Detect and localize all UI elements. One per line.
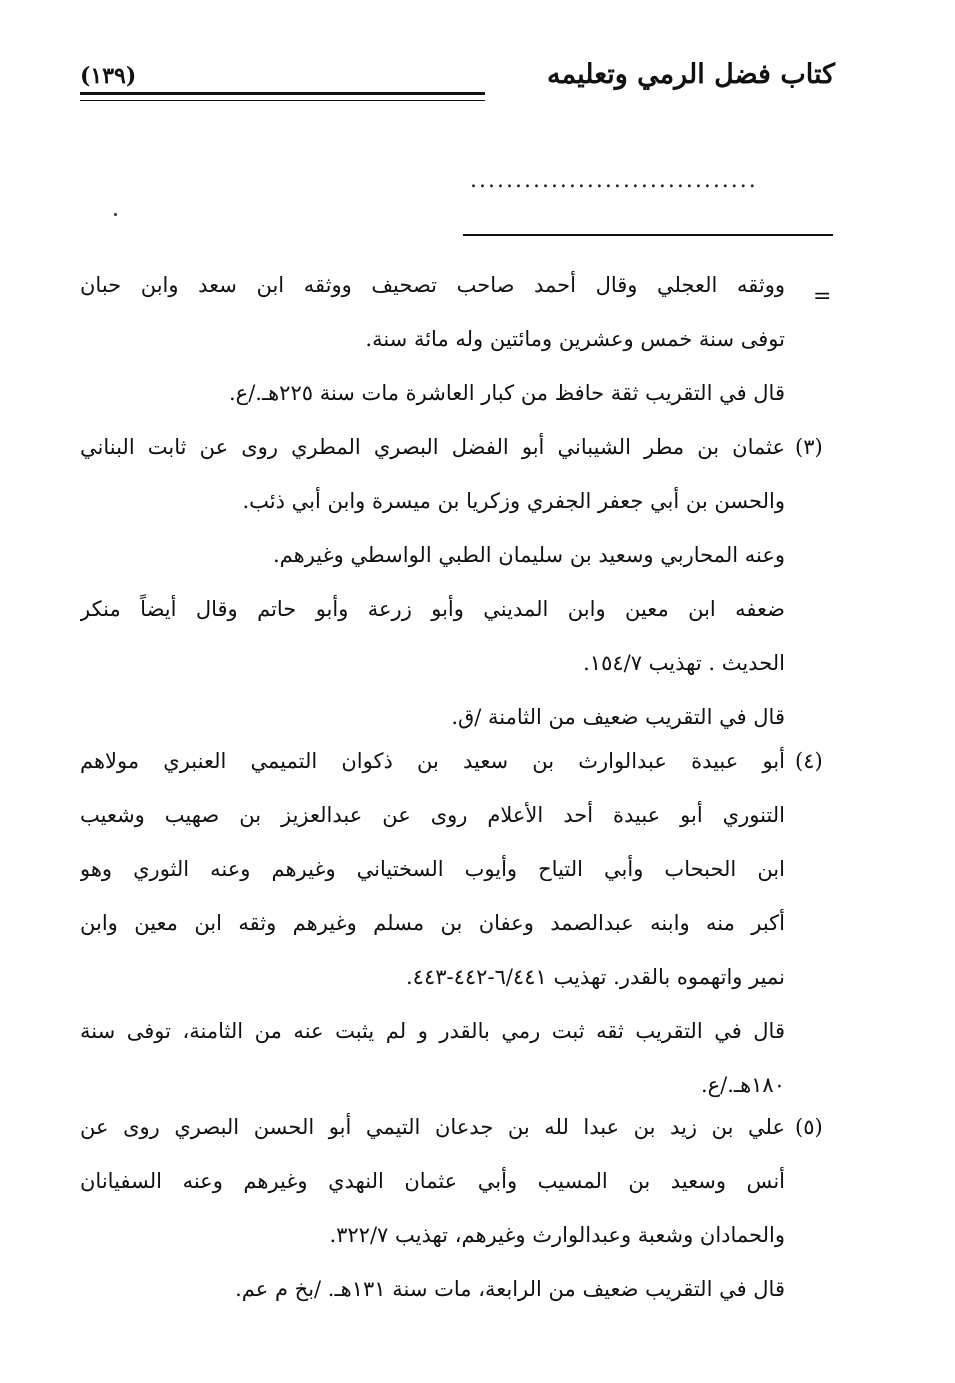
footnote-line: ١٨٠هـ./ع. (700, 1073, 785, 1097)
footnote-line: التنوري أبو عبيدة أحد الأعلام روى عن عبدالعزيز بن صهيب وشعيب (80, 803, 785, 827)
footnote-line: وعنه المحاربي وسعيد بن سليمان الطبي الواسطي وغيرهم. (272, 543, 785, 567)
footnote-number: (٤) (795, 749, 823, 773)
footnote-line: علي بن زيد بن عبدا لله بن جدعان التيمي أبو الحسن البصري روى عن (80, 1115, 785, 1139)
footnote-line: ضعفه ابن معين وابن المديني وأبو زرعة وأبو حاتم وقال أيضاً منكر (80, 597, 785, 621)
footnote-line: توفى سنة خمس وعشرين ومائتين وله مائة سنة. (365, 327, 785, 351)
footnote-5 (80, 1100, 785, 1316)
footnote-line: قال في التقريب ثقه ثبت رمي بالقدر و لم يثبت عنه من الثامنة، توفى سنة (80, 1019, 785, 1043)
footnote-3 (80, 420, 785, 744)
footnote-line: ووثقه العجلي وقال أحمد صاحب تصحيف ووثقه ابن سعد وابن حبان (80, 273, 785, 297)
footnote-dots: ................................ (470, 168, 758, 193)
book-title: كتاب فضل الرمي وتعليمه (547, 59, 835, 90)
continuation-marker: = (813, 284, 832, 309)
footnote-line: أنس وسعيد بن المسيب وأبي عثمان النهدي وغيرهم وعنه السفيانان (80, 1169, 785, 1193)
footnote-line: نمير واتهموه بالقدر. تهذيب ٦/٤٤١-٤٤٢-٤٤٣. (405, 965, 785, 989)
header-rule-thin (80, 100, 485, 101)
footnote-number: (٥) (795, 1115, 823, 1139)
footnote-line: والحمادان وشعبة وعبدالوارث وغيرهم، تهذيب ٣٢٢/٧. (329, 1223, 785, 1247)
footnote-number: (٣) (795, 435, 823, 459)
footnote-line: أبو عبيدة عبدالوارث بن سعيد بن ذكوان التميمي العنبري مولاهم (80, 749, 785, 773)
footnote-continuation (80, 258, 785, 420)
footnote-line: قال في التقريب ثقة حافظ من كبار العاشرة مات سنة ٢٢٥هـ./ع. (228, 381, 785, 405)
footnote-4 (80, 734, 785, 1112)
running-header (80, 55, 835, 105)
footnote-line: قال في التقريب ضعيف من الثامنة /ق. (451, 705, 785, 729)
header-rule (80, 92, 485, 95)
footnote-line: عثمان بن مطر الشيباني أبو الفضل البصري المطري روى عن ثابت البناني (80, 435, 785, 459)
footnote-line: والحسن بن أبي جعفر الجفري وزكريا بن ميسرة وابن أبي ذئب. (242, 489, 785, 513)
footnote-line: الحديث . تهذيب ١٥٤/٧. (583, 651, 785, 675)
page-number: (١٣٩) (80, 63, 137, 89)
footnote-line: ابن الحبحاب وأبي التياح وأيوب السختياني وغيرهم وعنه الثوري وهو (80, 857, 785, 881)
footnote-separator-rule (463, 234, 833, 236)
stray-dot (114, 213, 117, 216)
footnote-line: أكبر منه وابنه عبدالصمد وعفان بن مسلم وغيرهم وثقه ابن معين وابن (80, 911, 785, 935)
footnote-line: قال في التقريب ضعيف من الرابعة، مات سنة ١٣١هـ. /بخ م عم. (235, 1277, 785, 1301)
